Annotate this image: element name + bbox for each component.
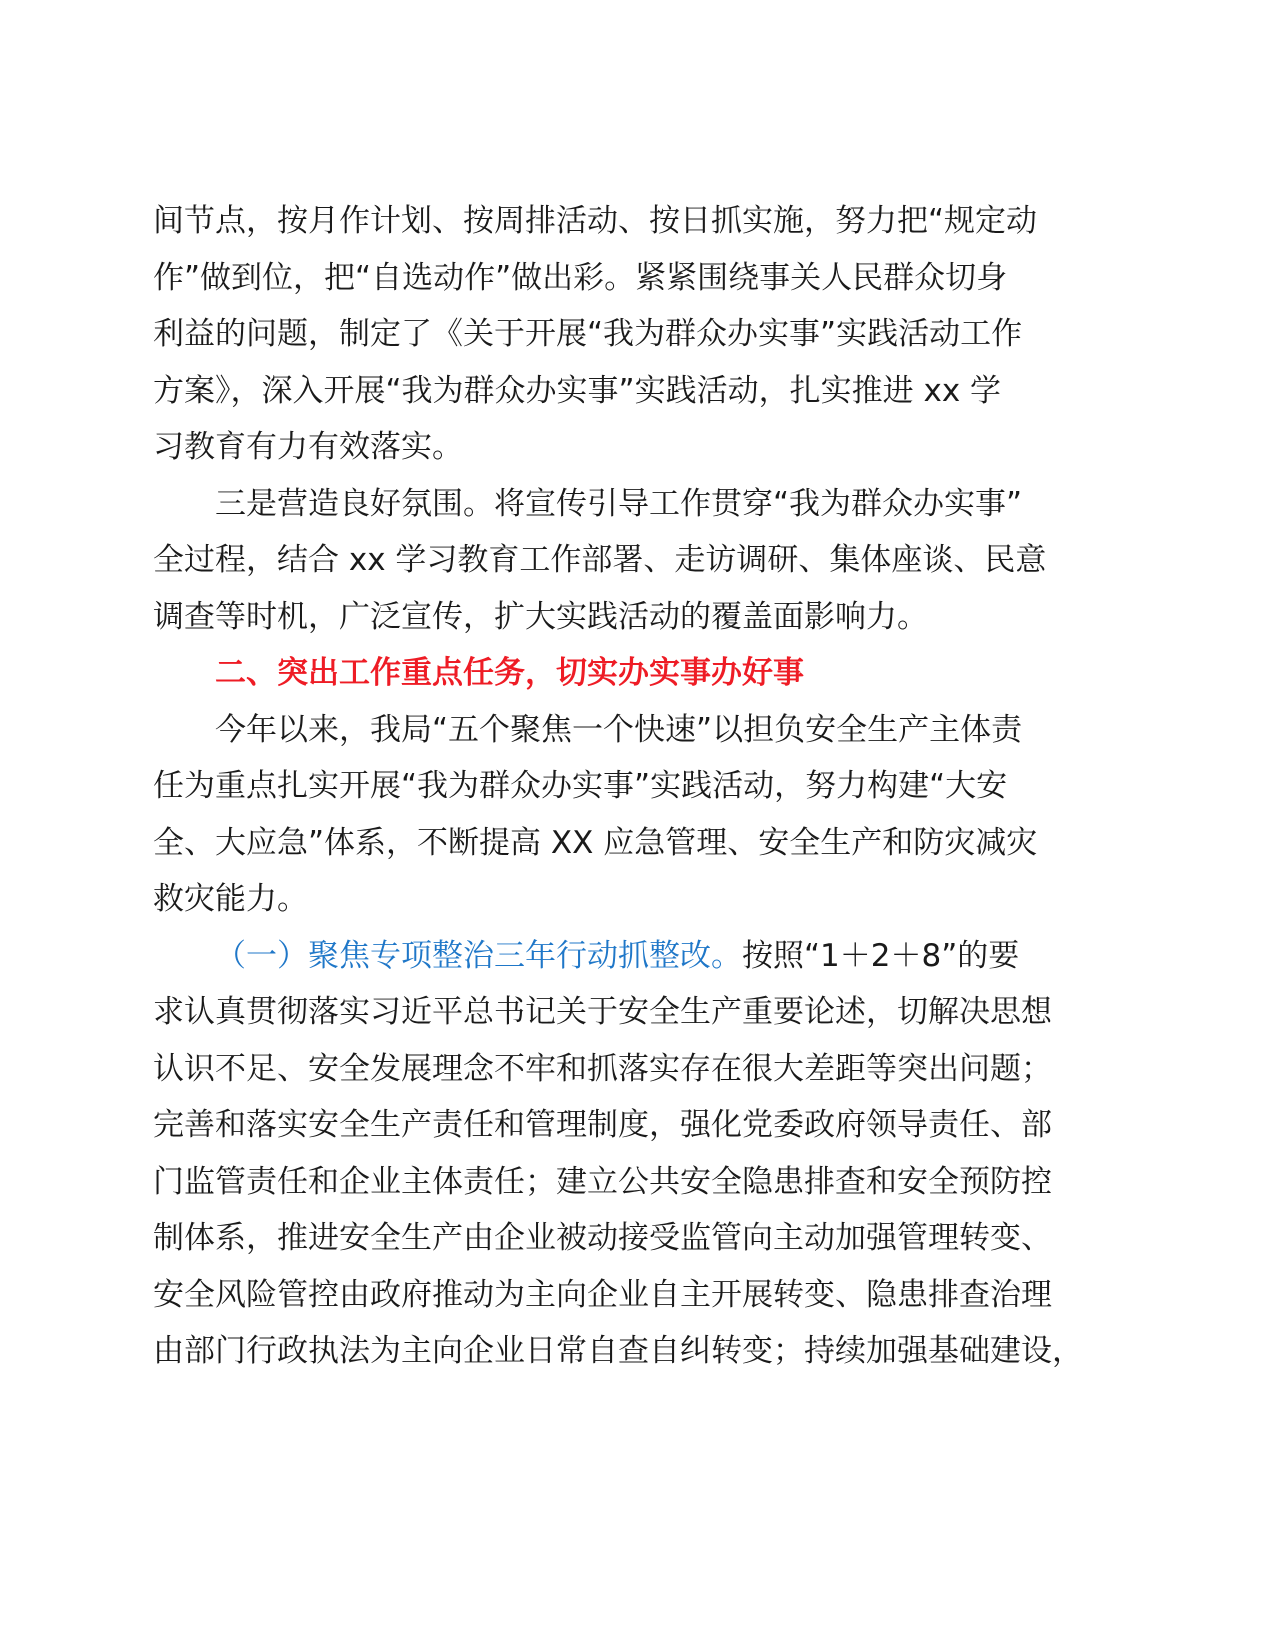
text-line: 调查等时机，广泛宣传，扩大实践活动的覆盖面影响力。 xyxy=(153,598,928,635)
subsection-lead-text: 按照“1＋2＋8”的要 xyxy=(742,937,1020,974)
text-line: 任为重点扎实开展“我为群众办实事”实践活动，努力构建“大安 xyxy=(153,768,1008,804)
paragraph-first-line: 三是营造良好氛围。将宣传引导工作贯穿“我为群众办实事” xyxy=(215,485,1023,522)
subsection-heading: （一）聚焦专项整治三年行动抓整改。 xyxy=(215,937,742,974)
document-body xyxy=(153,193,1123,1380)
text-line: 门监管责任和企业主体责任；建立公共安全隐患排查和安全预防控 xyxy=(153,1163,1052,1200)
text-line: 方案》，深入开展“我为群众办实事”实践活动，扎实推进 xx 学 xyxy=(153,372,1002,409)
paragraph-first-line: 今年以来，我局“五个聚焦一个快速”以担负安全生产主体责 xyxy=(215,711,1023,748)
subsection-line xyxy=(153,928,1123,985)
text-line: 间节点，按月作计划、按周排活动、按日抓实施，努力把“规定动 xyxy=(153,203,1038,239)
text-line: 安全风险管控由政府推动为主向企业自主开展转变、隐患排查治理 xyxy=(153,1276,1052,1313)
text-line: 完善和落实安全生产责任和管理制度，强化党委政府领导责任、部 xyxy=(153,1107,1052,1143)
text-line: 全、大应急”体系，不断提高 XX 应急管理、安全生产和防灾减灾 xyxy=(153,824,1038,861)
text-line: 利益的问题，制定了《关于开展“我为群众办实事”实践活动工作 xyxy=(153,316,1023,352)
text-line: 制体系，推进安全生产由企业被动接受监管向主动加强管理转变、 xyxy=(153,1220,1052,1256)
text-line: 求认真贯彻落实习近平总书记关于安全生产重要论述，切解决思想 xyxy=(153,994,1052,1030)
text-line: 由部门行政执法为主向企业日常自查自纠转变；持续加强基础建设， xyxy=(153,1333,1083,1369)
text-line: 救灾能力。 xyxy=(153,881,308,917)
text-line: 作”做到位，把“自选动作”做出彩。紧紧围绕事关人民群众切身 xyxy=(153,259,1008,296)
text-line: 习教育有力有效落实。 xyxy=(153,429,463,465)
section-heading: 二、突出工作重点任务，切实办实事办好事 xyxy=(215,655,804,691)
text-line: 全过程，结合 xx 学习教育工作部署、走访调研、集体座谈、民意 xyxy=(153,542,1047,578)
text-line: 认识不足、安全发展理念不牢和抓落实存在很大差距等突出问题； xyxy=(153,1050,1052,1087)
